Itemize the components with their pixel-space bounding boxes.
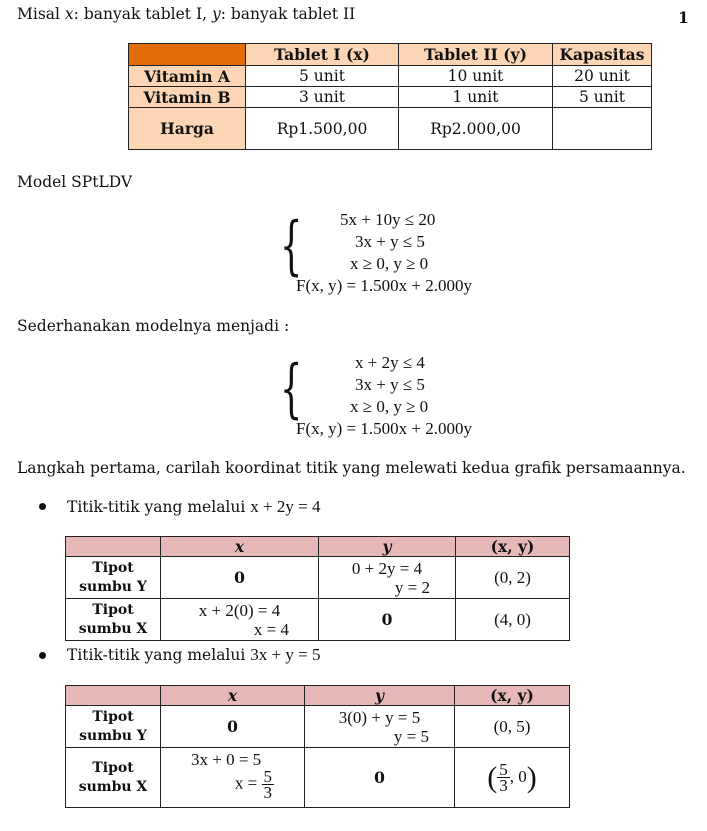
system1-eq-1: 5x + 10y ≤ 20 <box>340 210 436 229</box>
vitamin-table <box>128 43 652 150</box>
label-line-1: Tipot <box>92 708 134 725</box>
cell-x <box>161 748 305 808</box>
cell-x <box>161 599 319 641</box>
fraction <box>262 769 275 800</box>
cell-point <box>455 748 570 808</box>
cell: Rp1.500,00 <box>246 108 399 150</box>
intro-line <box>17 5 355 23</box>
fraction <box>497 762 510 793</box>
header-x: x <box>161 537 319 557</box>
system1-eq-2: 3x + y ≤ 5 <box>355 232 425 251</box>
points-table-1 <box>65 536 570 641</box>
row-label: Vitamin A <box>129 66 246 87</box>
vitamin-table-header-kapasitas: Kapasitas <box>553 44 652 66</box>
table-row <box>66 599 570 641</box>
header-xy: (x, y) <box>456 537 570 557</box>
cell: 3 unit <box>246 87 399 108</box>
cell: 5 unit <box>246 66 399 87</box>
left-paren-icon: ( <box>487 760 498 794</box>
y-line-1: 0 + 2y = 4 <box>351 558 423 578</box>
header-x: x <box>161 686 305 706</box>
fraction-den: 3 <box>263 783 272 802</box>
table-row <box>66 706 570 748</box>
bullet1-text: Titik-titik yang melalui <box>67 498 251 516</box>
intro-var-x: x <box>64 5 74 23</box>
intro-mid: : banyak tablet I, <box>73 5 212 23</box>
y-line-2: y = 2 <box>394 577 430 597</box>
bullet-icon <box>39 652 46 659</box>
row-label <box>66 706 161 748</box>
cell: 1 unit <box>399 87 553 108</box>
system2-eq-3: x ≥ 0, y ≥ 0 <box>350 397 429 416</box>
x-lhs: x = <box>234 773 262 793</box>
header-blank <box>66 686 161 706</box>
vitamin-table-header-tablet1: Tablet I (x) <box>246 44 399 66</box>
label-line-2: sumbu X <box>78 620 148 637</box>
cell-point: (4, 0) <box>456 599 570 641</box>
cell-x: 0 <box>161 706 305 748</box>
page-number: 1 <box>678 8 689 27</box>
x-line-2: x = 4 <box>253 619 289 639</box>
table-row <box>129 87 652 108</box>
row-label <box>66 599 161 641</box>
bullet2-text: Titik-titik yang melalui <box>67 646 251 664</box>
bullet2-line <box>67 645 320 665</box>
cell-y <box>319 557 456 599</box>
cell-point: (0, 2) <box>456 557 570 599</box>
row-label <box>66 748 161 808</box>
x-line-2 <box>161 769 304 800</box>
fraction-den: 3 <box>499 776 508 795</box>
left-brace-icon: { <box>280 352 303 426</box>
x-line-1: 3x + 0 = 5 <box>191 750 262 769</box>
bullet1-line <box>67 497 320 517</box>
intro-prefix: Misal <box>17 5 65 23</box>
table-row <box>129 108 652 150</box>
system2-eq-1: x + 2y ≤ 4 <box>355 353 425 372</box>
y-line-1: 3(0) + y = 5 <box>338 707 421 727</box>
cell: Rp2.000,00 <box>399 108 553 150</box>
cell: 5 unit <box>553 87 652 108</box>
cell-y: 0 <box>305 748 455 808</box>
system1-eq-4: F(x, y) = 1.500x + 2.000y <box>296 276 472 295</box>
points-table-2 <box>65 685 570 808</box>
point-rest: , 0 <box>509 766 527 786</box>
fraction-num: 5 <box>499 760 508 779</box>
header-blank <box>66 537 161 557</box>
vitamin-table-header-tablet2: Tablet II (y) <box>399 44 553 66</box>
system2-eq-4: F(x, y) = 1.500x + 2.000y <box>296 419 472 438</box>
label-line-2: sumbu Y <box>79 578 147 595</box>
cell-y <box>305 706 455 748</box>
row-label <box>66 557 161 599</box>
x-line-1: x + 2(0) = 4 <box>198 600 281 620</box>
y-line-2: y = 5 <box>393 726 429 746</box>
bullet1-eq: x + 2y = 4 <box>250 497 321 516</box>
header-xy: (x, y) <box>455 686 570 706</box>
left-brace-icon: { <box>280 209 303 283</box>
label-line-1: Tipot <box>92 559 134 576</box>
table-row <box>129 66 652 87</box>
system2-eq-2: 3x + y ≤ 5 <box>355 375 425 394</box>
vitamin-table-corner <box>129 44 246 66</box>
label-line-2: sumbu Y <box>79 727 147 744</box>
right-paren-icon: ) <box>526 760 537 794</box>
cell: 20 unit <box>553 66 652 87</box>
row-label: Vitamin B <box>129 87 246 108</box>
cell-point: (0, 5) <box>455 706 570 748</box>
bullet-icon <box>39 503 46 510</box>
system1-eq-3: x ≥ 0, y ≥ 0 <box>350 254 429 273</box>
cell-y: 0 <box>319 599 456 641</box>
step-text: Langkah pertama, carilah koordinat titik yang melewati kedua grafik persamaannya. <box>17 459 686 477</box>
label-line-1: Tipot <box>92 601 134 618</box>
cell <box>553 108 652 150</box>
cell: 10 unit <box>399 66 553 87</box>
cell-x: 0 <box>161 557 319 599</box>
table-row <box>66 748 570 808</box>
header-y: y <box>319 537 456 557</box>
intro-var-y: y <box>211 5 221 23</box>
intro-suffix: : banyak tablet II <box>220 5 356 23</box>
label-line-2: sumbu X <box>78 778 148 795</box>
model-title: Model SPtLDV <box>17 173 133 191</box>
fraction-num: 5 <box>263 767 272 786</box>
table-row <box>66 557 570 599</box>
simplify-text: Sederhanakan modelnya menjadi : <box>17 317 290 335</box>
row-label: Harga <box>129 108 246 150</box>
header-y: y <box>305 686 455 706</box>
bullet2-eq: 3x + y = 5 <box>250 645 321 664</box>
label-line-1: Tipot <box>92 759 134 776</box>
